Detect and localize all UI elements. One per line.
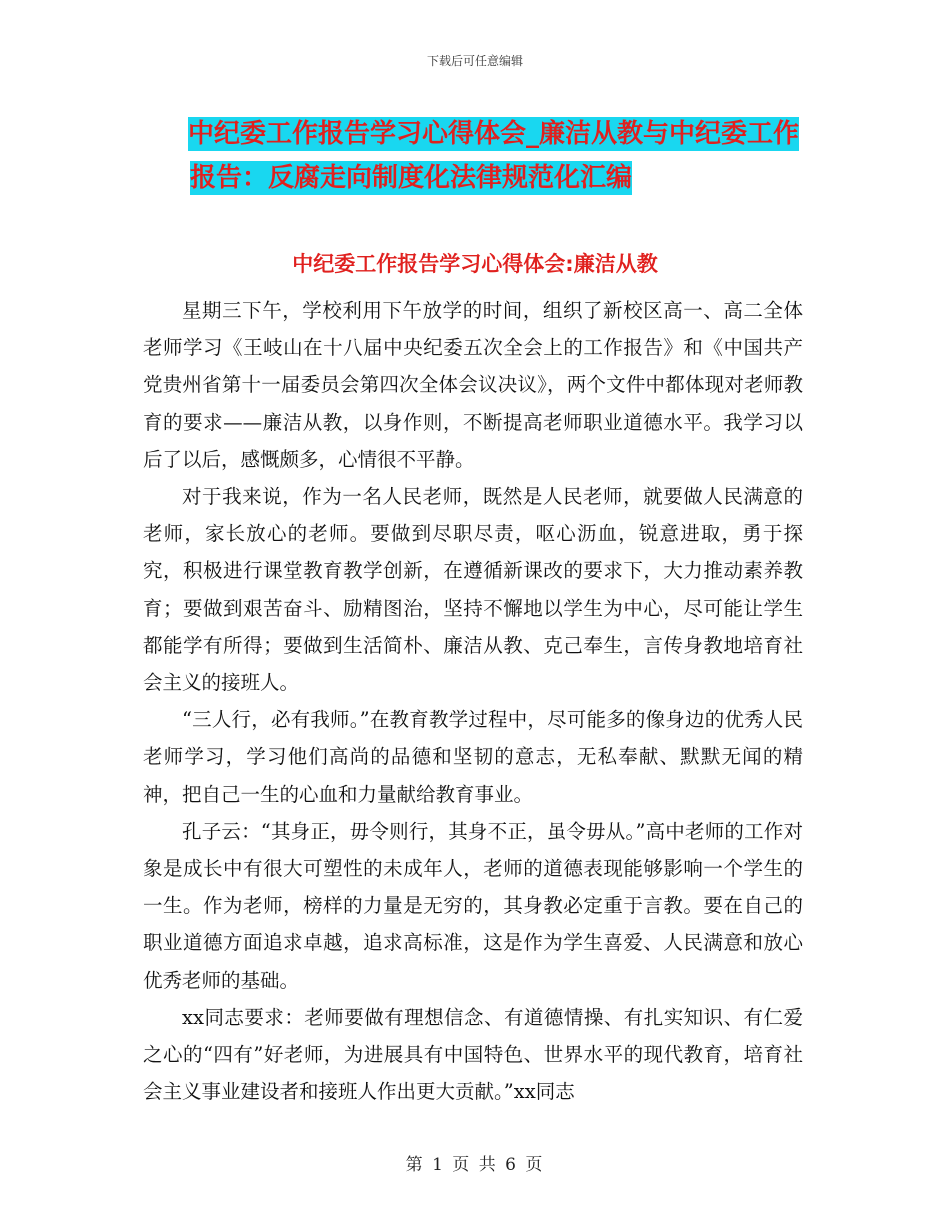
paragraph: 星期三下午，学校利用下午放学的时间，组织了新校区高一、高二全体老师学习《王岐山在十八届中央纪委五次全会上的工作报告》和《中国共产党贵州省第十一届委员会第四次全体会议决议》，两个文件中都体现对老师教育的要求——廉洁从教，以身作则，不断提高老师职业道德水平。我学习以后了以后，感慨颇多，心情很不平静。 [143,299,803,471]
paragraph: xx同志要求：老师要做有理想信念、有道德情操、有扎实知识、有仁爱之心的“四有”好老师，为进展具有中国特色、世界水平的现代教育，培育社会主义事业建设者和接班人作出更大贡献。”xx同志 [143,1005,803,1104]
section-title: 中纪委工作报告学习心得体会:廉洁从教 [292,252,658,276]
page-number-footer: 第 1 页 共 6 页 [405,1155,545,1175]
body-text [143,292,803,1110]
paragraph: 对于我来说，作为一名人民老师，既然是人民老师，就要做人民满意的老师，家长放心的老师。要做到尽职尽责，呕心沥血，锐意进取，勇于探究，积极进行课堂教育教学创新，在遵循新课改的要求下，大力推动素养教育；要做到艰苦奋斗、励精图治，坚持不懈地以学生为中心，尽可能让学生都能学有所得；要做到生活简朴、廉洁从教、克己奉生，言传身教地培育社会主义的接班人。 [143,485,803,695]
paragraph: “三人行，必有我师。”在教育教学过程中，尽可能多的像身边的优秀人民老师学习，学习他们高尚的品德和坚韧的意志，无私奉献、默默无闻的精神，把自己一生的心血和力量献给教育事业。 [143,708,803,806]
document-title [188,112,828,200]
paragraph: 孔子云：“其身正，毋令则行，其身不正，虽令毋从。”高中老师的工作对象是成长中有很大可塑性的未成年人，老师的道德表现能够影响一个学生的一生。作为老师，榜样的力量是无穷的，其身教必定重于言教。要在自己的职业道德方面追求卓越，追求高标准，这是作为学生喜爱、人民满意和放心优秀老师的基础。 [143,819,803,992]
header-note: 下载后可任意编辑 [426,54,523,68]
document-title-line2: 报告：反腐走向制度化法律规范化汇编 [190,163,633,193]
document-title-line1: 中纪委工作报告学习心得体会_廉洁从教与中纪委工作 [188,119,800,149]
